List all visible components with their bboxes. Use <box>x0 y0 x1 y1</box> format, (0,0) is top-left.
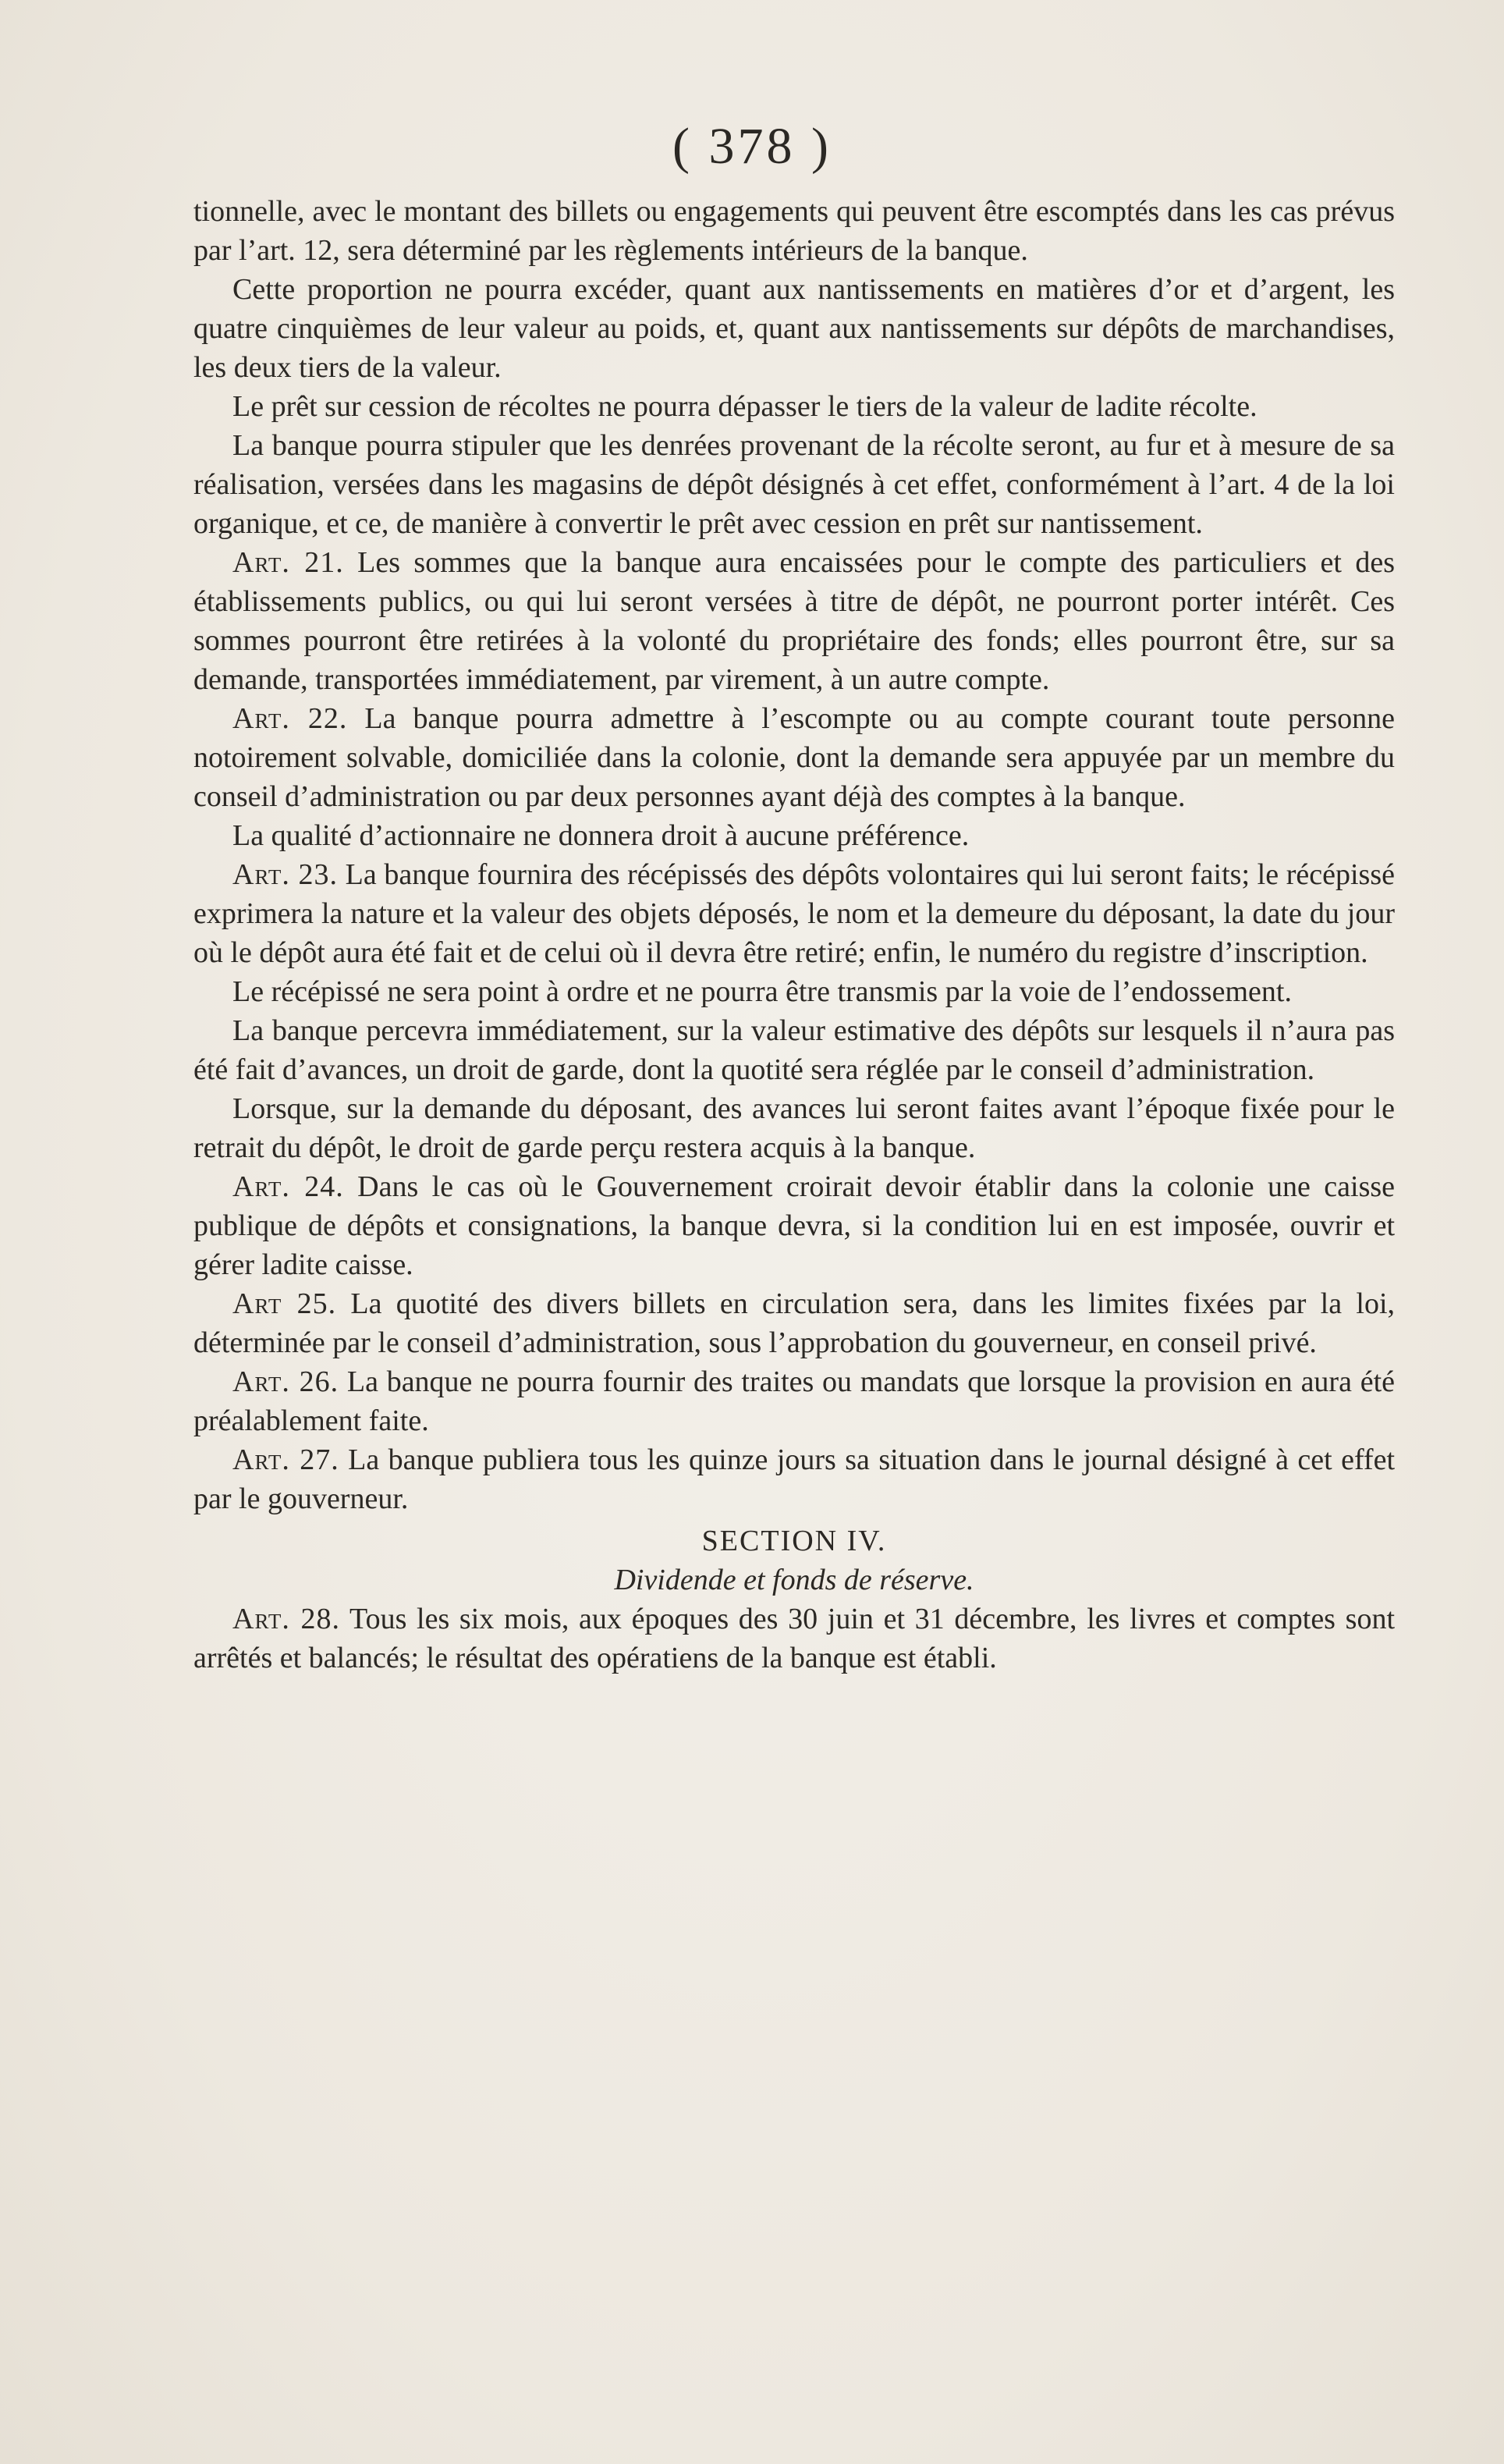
article-21-label: Art. 21. <box>232 546 344 579</box>
article-22-paragraph-2: La qualité d’actionnaire ne donnera droit à aucune préférence. <box>232 819 970 852</box>
paragraph-proportion: Cette proportion ne pourra excéder, quant aux nantissements en matières d’or et d’argent, les quatre cinquièmes de leur valeur au poids, et, quant aux nantissements sur dépôts de marchandises, les deux tiers de la valeur. <box>193 273 1395 384</box>
paragraph-continuation: tionnelle, avec le montant des billets ou engagements qui peuvent être escomptés dans les cas prévus par l’art. 12, sera déterminé par les règlements intérieurs de la banque. <box>193 195 1395 267</box>
article-25 <box>193 1284 1395 1362</box>
article-24 <box>193 1167 1395 1284</box>
page-number: ( 378 ) <box>672 118 832 175</box>
article-23-paragraph-4: Lorsque, sur la demande du déposant, des avances lui seront faites avant l’époque fixée pour le retrait du dépôt, le droit de garde perçu restera acquis à la banque. <box>193 1092 1395 1164</box>
article-23-label: Art. 23. <box>232 858 338 891</box>
article-27-label: Art. 27. <box>232 1443 339 1476</box>
article-28-text: Tous les six mois, aux époques des 30 juin et 31 décembre, les livres et comptes sont arrêtés et balancés; le résultat des opératiens de la banque est établi. <box>193 1603 1395 1674</box>
article-27 <box>193 1440 1395 1518</box>
article-24-label: Art. 24. <box>232 1170 344 1203</box>
article-23-text: La banque fournira des récépissés des dépôts volontaires qui lui seront faits; le récépissé exprimera la nature et la valeur des objets déposés, le nom et la demeure du déposant, la date du jour où le dépôt aura été fait et de celui où il devra être retiré; enfin, le numéro du registre d’inscription. <box>193 858 1396 969</box>
article-25-label: Art 25. <box>232 1287 337 1320</box>
article-28 <box>193 1599 1395 1678</box>
article-22 <box>193 699 1395 816</box>
article-21-text: Les sommes que la banque aura encaissées pour le compte des particuliers et des établissements publics, ou qui lui seront versées à titre de dépôt, ne pourront porter intérêt. Ces sommes pourront être retirées à la volonté du propriétaire des fonds; elles pourront être, sur sa demande, transportées immédiatement, par virement, à un autre compte. <box>193 546 1396 696</box>
article-25-text: La quotité des divers billets en circulation sera, dans les limites fixées par la loi, déterminée par le conseil d’administration, sous l’approbation du gouverneur, en conseil privé. <box>193 1287 1396 1359</box>
article-23-paragraph-3: La banque percevra immédiatement, sur la valeur estimative des dépôts sur lesquels il n’aura pas été fait d’avances, un droit de garde, dont la quotité sera réglée par le conseil d’administration. <box>193 1014 1395 1086</box>
article-26 <box>193 1362 1395 1440</box>
article-21 <box>193 543 1395 699</box>
article-22-text: La banque pourra admettre à l’escompte ou au compte courant toute personne notoirement solvable, domiciliée dans la colonie, dont la demande sera appuyée par un membre du conseil d’administration ou par deux personnes ayant déjà des comptes à la banque. <box>193 702 1396 813</box>
article-26-label: Art. 26. <box>232 1365 339 1398</box>
paragraph-pret-recoltes: Le prêt sur cession de récoltes ne pourra dépasser le tiers de la valeur de ladite récolte. <box>232 390 1257 423</box>
section-title: SECTION IV. <box>701 1525 887 1557</box>
article-23 <box>193 855 1395 972</box>
article-24-text: Dans le cas où le Gouvernement croirait devoir établir dans la colonie une caisse publique de dépôts et consignations, la banque devra, si la condition lui en est imposée, ouvrir et gérer ladite caisse. <box>193 1170 1396 1281</box>
article-26-text: La banque ne pourra fournir des traites ou mandats que lorsque la provision en aura été préalablement faite. <box>193 1365 1395 1437</box>
article-23-paragraph-2: Le récépissé ne sera point à ordre et ne pourra être transmis par la voie de l’endossement. <box>232 975 1292 1008</box>
article-28-label: Art. 28. <box>232 1603 341 1635</box>
article-27-text: La banque publiera tous les quinze jours sa situation dans le journal désigné à cet effet par le gouverneur. <box>193 1443 1396 1515</box>
paragraph-denrees: La banque pourra stipuler que les denrées provenant de la récolte seront, au fur et à mesure de sa réalisation, versées dans les magasins de dépôt désignés à cet effet, conformément à l’art. 4 de la loi organique, et ce, de manière à convertir le prêt avec cession en prêt sur nantissement. <box>193 429 1395 540</box>
body-text <box>193 192 1395 1678</box>
article-22-label: Art. 22. <box>232 702 348 735</box>
section-subtitle: Dividende et fonds de réserve. <box>614 1564 974 1596</box>
